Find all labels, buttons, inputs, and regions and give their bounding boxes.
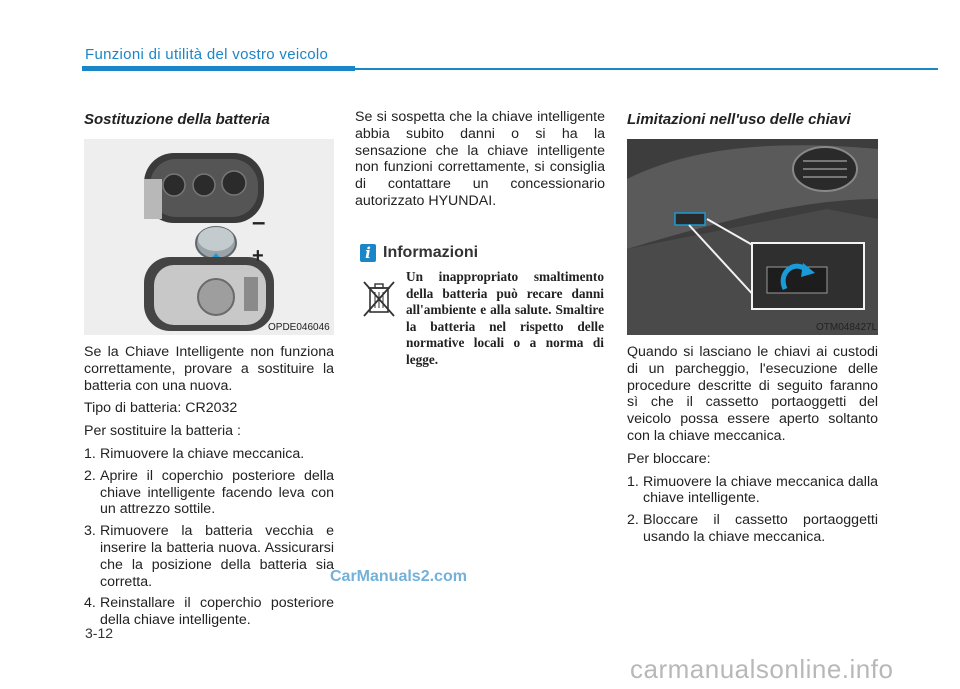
step-number: 2. [84, 467, 96, 484]
battery-text-block [84, 344, 334, 634]
step-text: Reinstallare il coperchio posteriore della chiave intelligente. [100, 595, 334, 629]
key-limits-intro-paragraph: Quando si lasciano le chiavi ai custodi di un parcheggio, l'esecuzione delle procedure descritte di seguito faranno sì che il cassetto portaoggetti del veicolo possa essere aperto soltanto con la chiave meccanica. [627, 344, 878, 444]
battery-intro-paragraph: Se la Chiave Intelligente non funziona correttamente, provare a sostituire la batteria con una nuova. [84, 344, 334, 394]
battery-type-line: Tipo di batteria: CR2032 [84, 400, 238, 417]
step-text: Bloccare il cassetto portaoggetti usando la chiave meccanica. [643, 512, 878, 545]
lock-step-1 [627, 474, 878, 508]
step-text: Rimuovere la chiave meccanica dalla chiave intelligente. [643, 473, 878, 507]
step-number: 1. [84, 445, 96, 462]
glovebox-figure-caption: OTM048427L [816, 322, 878, 333]
key-limits-text-block [627, 344, 878, 551]
page-number: 3-12 [85, 625, 114, 641]
info-title: Informazioni [383, 244, 479, 261]
damage-warning-paragraph: Se si sospetta che la chiave intelligente abbia subito danni o si ha la sensazione che la chiave intelligente non funzioni correttamente, si consiglia di contattare un concessionario autorizzato HYUNDAI. [355, 109, 605, 209]
info-header [360, 244, 478, 262]
crossed-bin-icon [358, 278, 400, 320]
step-number: 4. [84, 595, 96, 612]
key-limits-section-title: Limitazioni nell'uso delle chiavi [627, 111, 851, 128]
info-disposal-text: Un inappropriato smaltimento della batteria può recare danni all'ambiente e alla salute. Smaltire la batteria nel rispetto delle normative locali o a norma di legge. [406, 269, 604, 367]
step-number: 1. [627, 473, 639, 490]
damage-warning-block [355, 109, 605, 216]
step-text: Rimuovere la batteria vecchia e inserire la batteria nuova. Assicurarsi che la posizione della batteria sia corretta. [100, 523, 334, 590]
footer-watermark: carmanualsonline.info [630, 654, 894, 684]
lock-intro-line: Per bloccare: [627, 450, 711, 467]
plus-symbol: + [252, 245, 264, 267]
battery-steps-intro: Per sostituire la batteria : [84, 423, 241, 440]
step-text: Aprire il coperchio posteriore della chiave intelligente facendo leva con un attrezzo sottile. [100, 467, 334, 518]
battery-step-4 [84, 595, 334, 629]
info-icon: i [360, 244, 376, 262]
battery-step-1 [84, 446, 334, 463]
site-watermark: CarManuals2.com [330, 568, 467, 585]
step-number: 3. [84, 523, 96, 540]
section-header-title: Funzioni di utilità del vostro veicolo [85, 46, 329, 63]
lock-step-2 [627, 512, 878, 546]
header-rule-thick [82, 66, 355, 71]
step-text: Rimuovere la chiave meccanica. [100, 445, 305, 462]
battery-step-2 [84, 468, 334, 518]
step-number: 2. [627, 512, 639, 529]
key-battery-figure [84, 139, 334, 335]
battery-section-title: Sostituzione della batteria [84, 111, 270, 128]
glovebox-figure [627, 139, 878, 335]
battery-figure-caption: OPDE046046 [268, 322, 330, 333]
glovebox-illustration [627, 139, 878, 335]
minus-symbol: – [252, 209, 266, 236]
battery-step-3 [84, 523, 334, 590]
header-rule-thin [355, 68, 938, 70]
key-battery-illustration [84, 139, 334, 335]
